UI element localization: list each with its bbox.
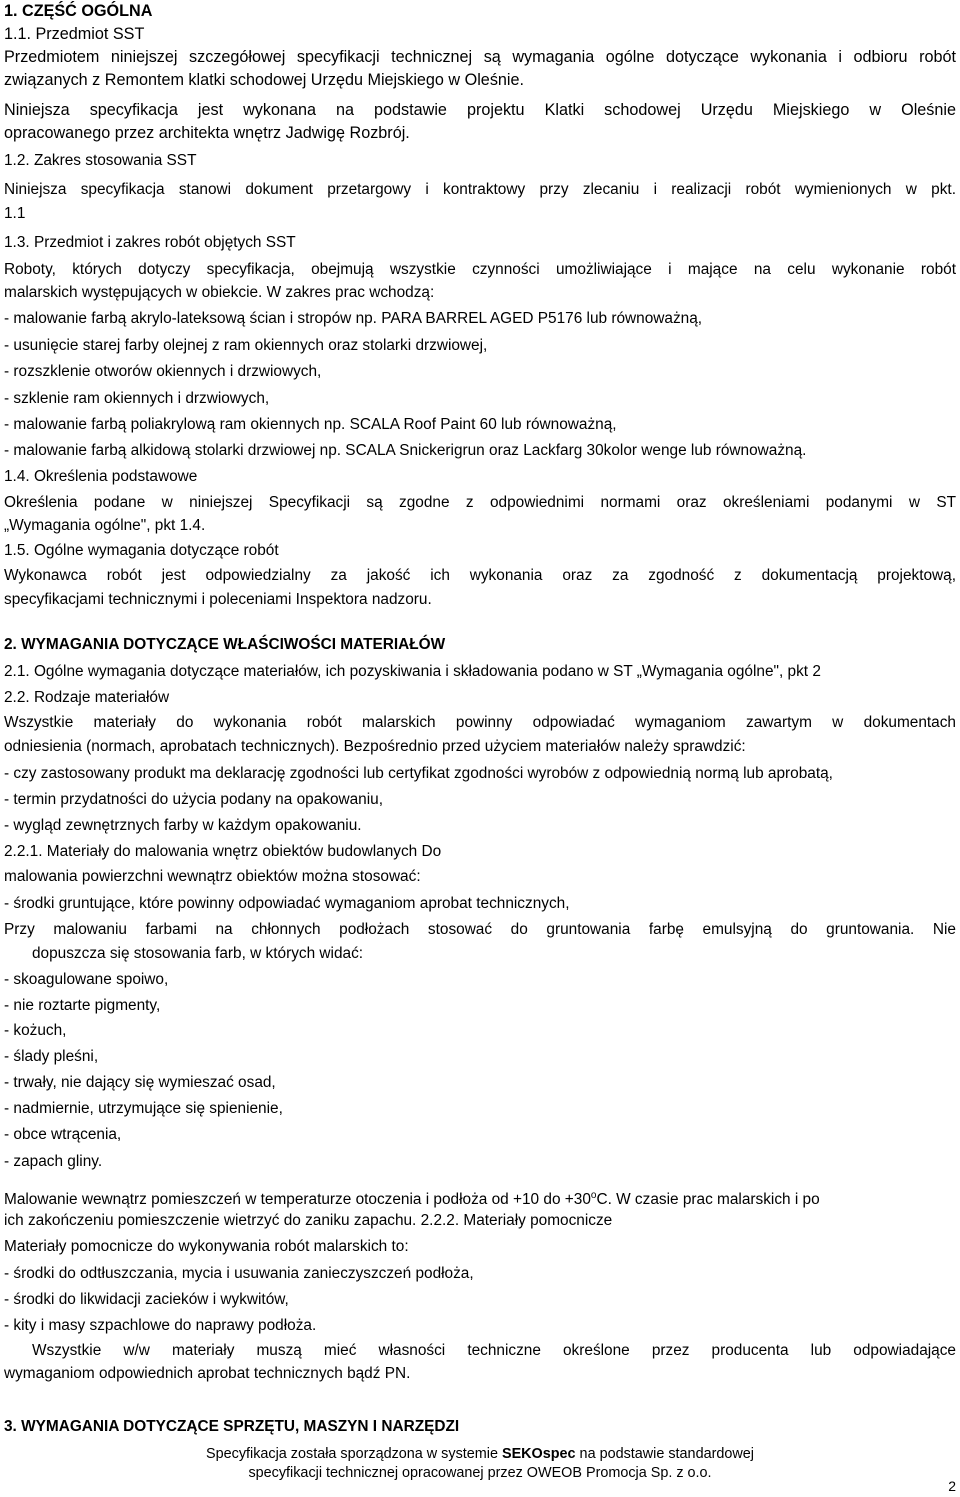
- auxiliary-intro: Materiały pomocnicze do wykonywania robót malarskich to:: [4, 1238, 409, 1255]
- footer-line-1: [0, 1445, 960, 1463]
- heading-1-1: 1.1. Przedmiot SST: [4, 25, 145, 43]
- heading-1-3: 1.3. Przedmiot i zakres robót objętych SST: [4, 234, 296, 251]
- paragraph-primer-line-2: dopuszcza się stosowania farb, w których widać:: [32, 945, 364, 962]
- defect-item: - skoagulowane spoiwo,: [4, 971, 169, 988]
- heading-2-1: 2.1. Ogólne wymagania dotyczące materiałów, ich pozyskiwania i składowania podano w ST „Wymagania ogólne", pkt 2: [4, 663, 821, 680]
- defect-item: - nie roztarte pigmenty,: [4, 997, 161, 1014]
- defect-item: - nadmiernie, utrzymujące się spienienie,: [4, 1100, 283, 1117]
- defect-item: - ślady pleśni,: [4, 1048, 99, 1065]
- heading-1-4: 1.4. Określenia podstawowe: [4, 468, 198, 485]
- page-number: 2: [948, 1478, 956, 1494]
- scope-item: - malowanie farbą akrylo-lateksową ścian i stropów np. PARA BARREL AGED P5176 lub równoważną,: [4, 310, 703, 327]
- defect-item: - kożuch,: [4, 1022, 67, 1039]
- footer-line-2: specyfikacji technicznej opracowanej przez OWEOB Promocja Sp. z o.o.: [248, 1465, 712, 1481]
- auxiliary-item: - środki do likwidacji zacieków i wykwitów,: [4, 1291, 289, 1308]
- paragraph-1-3-line-1: Roboty, których dotyczy specyfikacja, obejmują wszystkie czynności umożliwiające i mające na celu wykonanie robót: [4, 261, 956, 278]
- paragraph-1-1b-line-1: Niniejsza specyfikacja jest wykonana na podstawie projektu Klatki schodowej Urzędu Miejskiego w Oleśnie: [4, 101, 956, 119]
- scope-item: - szklenie ram okiennych i drzwiowych,: [4, 390, 270, 407]
- temperature-text: Malowanie wewnątrz pomieszczeń w temperaturze otoczenia i podłoża od +10 do +30: [4, 1191, 591, 1208]
- temperature-line-2: ich zakończeniu pomieszczenie wietrzyć do zaniku zapachu. 2.2.2. Materiały pomocnicze: [4, 1212, 613, 1229]
- defect-item: - obce wtrącenia,: [4, 1126, 122, 1143]
- heading-2-2: 2.2. Rodzaje materiałów: [4, 689, 170, 706]
- paragraph-1-3-line-2: malarskich występujących w obiekcie. W zakres prac wchodzą:: [4, 284, 435, 301]
- defect-item: - zapach gliny.: [4, 1153, 103, 1170]
- auxiliary-item: - środki do odtłuszczania, mycia i usuwania zanieczyszczeń podłoża,: [4, 1265, 474, 1282]
- temperature-line-1: [4, 1187, 956, 1209]
- scope-item: - malowanie farbą alkidową stolarki drzwiowej np. SCALA Snickerigrun oraz Lackfarg 30kolor wenge lub równoważną.: [4, 442, 807, 459]
- heading-1-5: 1.5. Ogólne wymagania dotyczące robót: [4, 542, 279, 559]
- paragraph-1-4-line-1: Określenia podane w niniejszej Specyfikacji są zgodne z odpowiednimi normami oraz określeniami podanymi w ST: [4, 494, 956, 511]
- heading-2-2-1-line-1: 2.2.1. Materiały do malowania wnętrz obiektów budowlanych Do: [4, 843, 442, 860]
- section-1-heading: 1. CZĘŚĆ OGÓLNA: [4, 2, 153, 20]
- section-3-heading: 3. WYMAGANIA DOTYCZĄCE SPRZĘTU, MASZYN I NARZĘDZI: [4, 1418, 460, 1435]
- paragraph-primer-line-1: Przy malowaniu farbami na chłonnych podłożach stosować do gruntowania farbę emulsyjną do gruntowania. Nie: [4, 921, 956, 938]
- section-2-heading: 2. WYMAGANIA DOTYCZĄCE WŁAŚCIWOŚCI MATERIAŁÓW: [4, 636, 446, 653]
- paragraph-1-2-line-2: 1.1: [4, 205, 26, 222]
- temperature-text-cont: C. W czasie prac malarskich i po: [596, 1191, 820, 1208]
- primer-item: - środki gruntujące, które powinny odpowiadać wymaganiom aprobat technicznych,: [4, 895, 570, 912]
- degree-superscript: o: [590, 1190, 597, 1201]
- footer-text: Specyfikacja została sporządzona w systemie: [206, 1446, 502, 1462]
- footer-brand: SEKOspec: [501, 1446, 576, 1462]
- paragraph-1-4-line-2: „Wymagania ogólne", pkt 1.4.: [4, 517, 206, 534]
- paragraph-1-1b-line-2: opracowanego przez architekta wnętrz Jadwigę Rozbrój.: [4, 124, 410, 142]
- check-item: - termin przydatności do użycia podany na opakowaniu,: [4, 791, 383, 808]
- footer-text-cont: na podstawie standardowej: [575, 1446, 754, 1462]
- final-paragraph-line-2: wymaganiom odpowiednich aprobat technicznych bądź PN.: [4, 1365, 411, 1382]
- scope-item: - malowanie farbą poliakrylową ram okiennych np. SCALA Roof Paint 60 lub równoważną,: [4, 416, 617, 433]
- scope-item: - usunięcie starej farby olejnej z ram okiennych oraz stolarki drzwiowej,: [4, 337, 488, 354]
- paragraph-2-2-line-1: Wszystkie materiały do wykonania robót malarskich powinny odpowiadać wymaganiom zawartym w dokumentach: [4, 714, 956, 731]
- scope-item: - rozszklenie otworów okiennych i drzwiowych,: [4, 363, 322, 380]
- paragraph-1-1-line-1: Przedmiotem niniejszej szczegółowej specyfikacji technicznej są wymagania ogólne dotyczące wykonania i odbioru robót: [4, 48, 956, 66]
- paragraph-1-1-line-2: związanych z Remontem klatki schodowej Urzędu Miejskiego w Oleśnie.: [4, 71, 525, 89]
- defect-item: - trwały, nie dający się wymieszać osad,: [4, 1074, 276, 1091]
- heading-1-2: 1.2. Zakres stosowania SST: [4, 152, 197, 169]
- auxiliary-item: - kity i masy szpachlowe do naprawy podłoża.: [4, 1317, 317, 1334]
- check-item: - wygląd zewnętrznych farby w każdym opakowaniu.: [4, 817, 362, 834]
- paragraph-1-5-line-1: Wykonawca robót jest odpowiedzialny za jakość ich wykonania oraz za zgodność z dokumentacją projektową,: [4, 567, 956, 584]
- heading-2-2-1-line-2: malowania powierzchni wewnątrz obiektów można stosować:: [4, 868, 421, 885]
- check-item: - czy zastosowany produkt ma deklarację zgodności lub certyfikat zgodności wyrobów z odpowiednią normą lub aprobatą,: [4, 765, 833, 782]
- final-paragraph-line-1: Wszystkie w/w materiały muszą mieć własności techniczne określone przez producenta lub odpowiadające: [32, 1342, 956, 1359]
- paragraph-1-2-line-1: Niniejsza specyfikacja stanowi dokument przetargowy i kontraktowy przy zlecaniu i realizacji robót wymienionych w pkt.: [4, 181, 956, 198]
- paragraph-1-5-line-2: specyfikacjami technicznymi i poleceniami Inspektora nadzoru.: [4, 591, 432, 608]
- paragraph-2-2-line-2: odniesienia (normach, aprobatach technicznych). Bezpośrednio przed użyciem materiałów należy sprawdzić:: [4, 738, 746, 755]
